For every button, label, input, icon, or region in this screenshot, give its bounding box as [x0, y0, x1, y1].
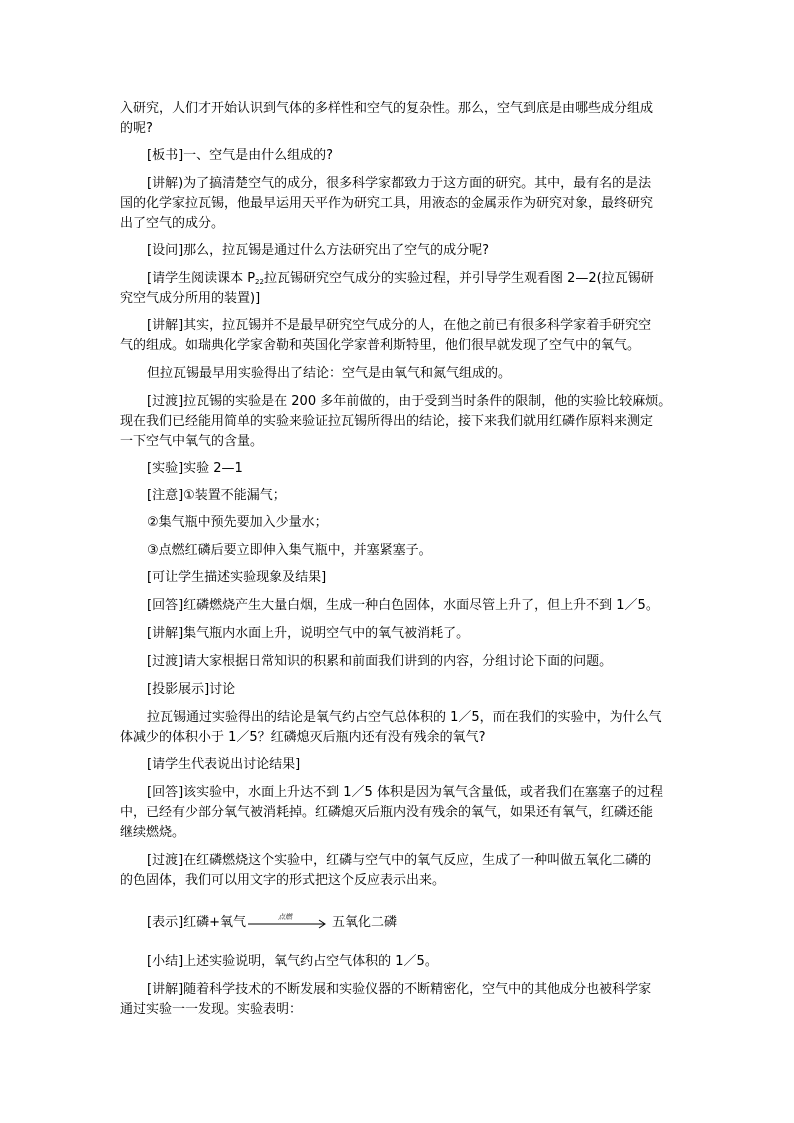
text-segment: [请学生阅读课本 P — [147, 271, 256, 286]
arrow-icon — [248, 916, 330, 930]
text-line: [回答]该实验中，水面上升达不到 1／5 体积是因为氧气含量低，或者我们在塞塞子的过程 — [147, 785, 663, 800]
text-line: 国的化学家拉瓦锡，他最早运用天平作为研究工具，用液态的金属汞作为研究对象，最终研究 — [120, 196, 654, 211]
text-line: 拉瓦锡通过实验得出的结论是氧气约占空气总体积的 1／5，而在我们的实验中，为什么气 — [147, 710, 662, 725]
text-line: [讲解]随着科学技术的不断发展和实验仪器的不断精密化，空气中的其他成分也被科学家 — [147, 982, 652, 997]
text-line: [回答]红磷燃烧产生大量白烟，生成一种白色固体，水面尽管上升了，但上升不到 1／5。 — [147, 598, 659, 613]
page-number-subscript: 22 — [255, 278, 264, 286]
text-line: [过渡]请大家根据日常知识的积累和前面我们讲到的内容，分组讨论下面的问题。 — [147, 654, 613, 669]
text-line: [投影展示]讨论 — [147, 682, 236, 697]
product: 五氧化二磷 — [332, 915, 398, 930]
text-line: 通过实验一一发现。实验表明： — [120, 1002, 303, 1017]
text-line: 继续燃烧。 — [120, 825, 186, 840]
text-line: 的色固体，我们可以用文字的形式把这个反应表示出来。 — [120, 873, 446, 888]
text-line: [过渡]在红磷燃烧这个实验中，红磷与空气中的氧气反应，生成了一种叫做五氧化二磷的 — [147, 853, 652, 868]
text-line: [小结]上述实验说明，氧气约占空气体积的 1／5。 — [147, 954, 438, 969]
reaction-arrow — [248, 912, 330, 930]
text-line: 一下空气中氧气的含量。 — [120, 434, 264, 449]
text-line: [注意]①装置不能漏气； — [147, 488, 286, 503]
text-line: ②集气瓶中预先要加入少量水； — [147, 515, 328, 530]
reaction-equation — [147, 913, 725, 933]
heading-line: [板书]一、空气是由什么组成的? — [147, 148, 334, 163]
text-line: 的呢? — [120, 121, 153, 136]
reaction-condition: 点燃 — [278, 912, 293, 921]
text-line: [过渡]拉瓦锡的实验是在 200 多年前做的，由于受到当时条件的限制，他的实验比较麻烦。 — [147, 394, 672, 409]
text-line: [可让学生描述实验现象及结果] — [147, 570, 327, 585]
text-line: 现在我们已经能用简单的实验来验证拉瓦锡所得出的结论，接下来我们就用红磷作原料来测定 — [120, 414, 654, 429]
text-line: 入研究，人们才开始认识到气体的多样性和空气的复杂性。那么，空气到底是由哪些成分组成 — [120, 101, 654, 116]
text-line: 气的组成。如瑞典化学家舍勒和英国化学家普利斯特里，他们很早就发现了空气中的氧气。 — [120, 338, 641, 353]
text-line: [请学生代表说出讨论结果] — [147, 757, 301, 772]
text-line: [讲解]其实，拉瓦锡并不是最早研究空气成分的人，在他之前已有很多科学家着手研究空 — [147, 318, 652, 333]
text-line: [讲解)为了搞清楚空气的成分，很多科学家都致力于这方面的研究。其中，最有名的是法 — [147, 176, 652, 191]
reactants: [表示]红磷+氧气 — [147, 915, 247, 930]
text-line: 体减少的体积小于 1／5？红磷熄灭后瓶内还有没有残余的氧气? — [120, 730, 486, 745]
text-line: [实验]实验 2—1 — [147, 461, 243, 476]
text-line: 中，已经有少部分氧气被消耗掉。红磷熄灭后瓶内没有残余的氧气，如果还有氧气，红磷还能 — [120, 805, 654, 820]
text-line: 出了空气的成分。 — [120, 216, 225, 231]
text-line: [设问]那么，拉瓦锡是通过什么方法研究出了空气的成分呢? — [147, 243, 490, 258]
text-line: [讲解]集气瓶内水面上升，说明空气中的氧气被消耗了。 — [147, 626, 470, 641]
text-line: ③点燃红磷后要立即伸入集气瓶中，并塞紧塞子。 — [147, 543, 432, 558]
text-line: 但拉瓦锡最早用实验得出了结论：空气是由氧气和氮气组成的。 — [147, 366, 512, 381]
text-segment: 拉瓦锡研究空气成分的实验过程，并引导学生观看图 2—2(拉瓦锡研 — [263, 271, 654, 286]
text-line: 究空气成分所用的装置)] — [120, 291, 261, 306]
